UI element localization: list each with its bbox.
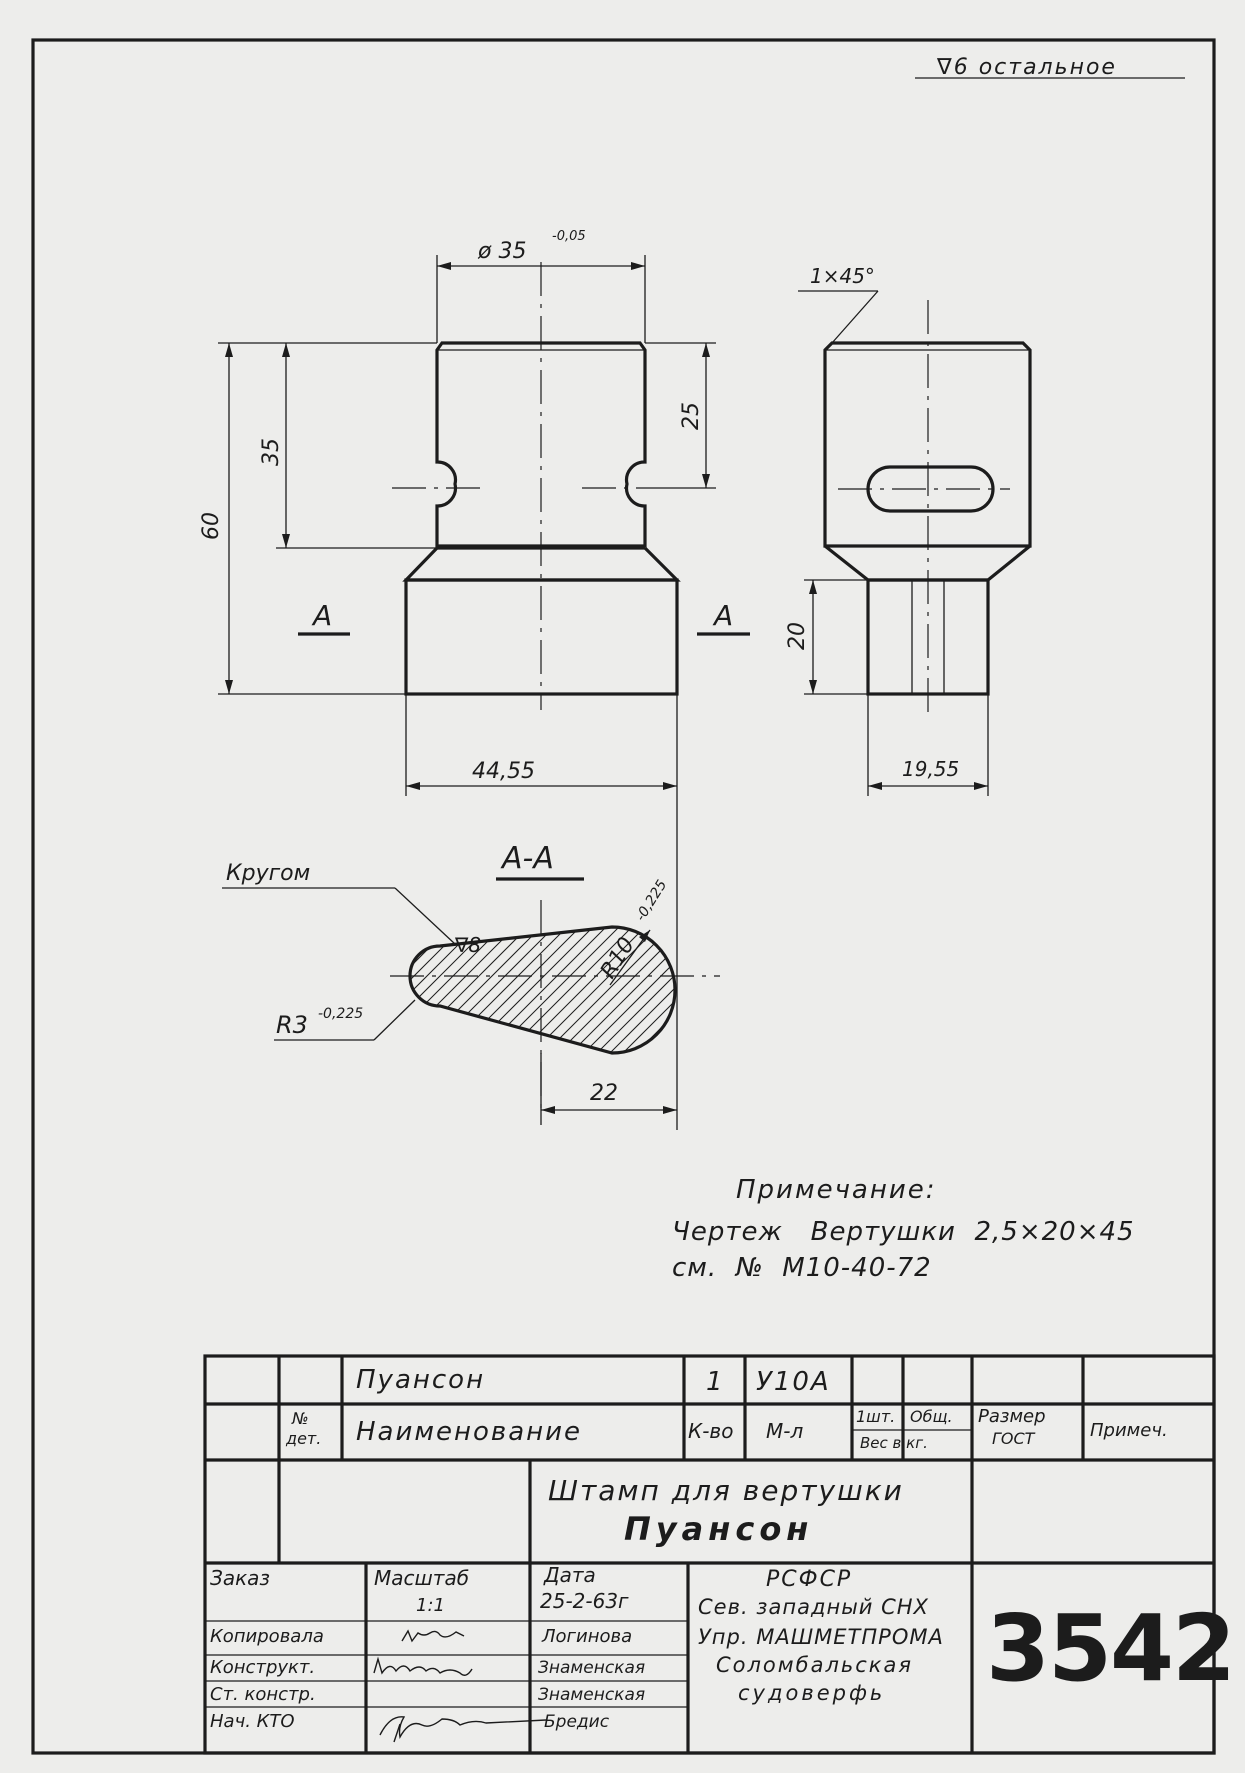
hatch-line: [317, 920, 457, 1060]
hatch-line: [759, 920, 899, 1060]
header-weight-1: 1шт.: [856, 1407, 896, 1426]
header-remark: Примеч.: [1090, 1420, 1168, 1441]
note-heading: Примечание:: [736, 1175, 937, 1205]
header-size-2: ГОСТ: [992, 1429, 1035, 1448]
hatch-line: [213, 920, 353, 1060]
dim-groove: 25: [679, 402, 704, 430]
role-senior: Ст. констр.: [210, 1684, 316, 1705]
header-num: №: [292, 1409, 309, 1428]
header-det: дет.: [286, 1429, 322, 1448]
front-view: [199, 229, 750, 1130]
role-designer: Конструкт.: [210, 1657, 316, 1678]
name-copy: Логинова: [542, 1626, 633, 1647]
org-line-2: Сев. западный СНХ: [698, 1595, 929, 1619]
hatch-line: [707, 920, 847, 1060]
hatch-line: [226, 920, 366, 1060]
header-name: Наименование: [356, 1417, 583, 1447]
role-head: Нач. КТО: [210, 1711, 295, 1732]
hatch-line: [590, 920, 730, 1060]
hatch-line: [239, 920, 379, 1060]
drawing-title-1: Штамп для вертушки: [548, 1474, 904, 1507]
scale-label: Масштаб: [374, 1566, 470, 1590]
hatch-line: [304, 920, 444, 1060]
hatch-line: [720, 920, 860, 1060]
section-hatching: [200, 920, 938, 1060]
role-copy: Копировала: [210, 1626, 324, 1647]
header-weight-2: Общ.: [910, 1407, 953, 1426]
dim-diameter: ø 35: [478, 239, 527, 264]
header-qty: К-во: [688, 1419, 734, 1443]
name-head: Бредис: [544, 1712, 610, 1732]
hatch-line: [278, 920, 418, 1060]
order-label: Заказ: [210, 1566, 271, 1590]
hatch-line: [785, 920, 925, 1060]
section-mark-left: А: [313, 599, 333, 632]
date-value: 25-2-63г: [540, 1589, 629, 1613]
scale-value: 1:1: [416, 1595, 445, 1616]
roughness-mark: ∇8: [455, 933, 482, 957]
hatch-line: [733, 920, 873, 1060]
drawing-number: 3542: [986, 1595, 1235, 1702]
name-senior: Знаменская: [538, 1685, 646, 1705]
signature-designer: [374, 1659, 472, 1675]
hatch-line: [330, 920, 470, 1060]
hatch-line: [291, 920, 431, 1060]
note: [672, 1175, 1135, 1283]
section-mark-right: А: [714, 599, 734, 632]
part-name: Пуансон: [356, 1365, 486, 1395]
hatch-line: [694, 920, 834, 1060]
dim-diameter-tol: -0,05: [552, 229, 586, 244]
drawing-title-2: Пуансон: [624, 1510, 814, 1548]
radius-large-tol: -0,225: [632, 877, 671, 925]
signature-copy: [402, 1631, 464, 1641]
header-weight-unit: Вес в кг.: [860, 1434, 928, 1452]
hatch-line: [772, 920, 912, 1060]
hatch-line: [577, 920, 717, 1060]
signature-head: [380, 1717, 546, 1742]
hatch-line: [564, 920, 704, 1060]
org-line-5: судоверфь: [738, 1681, 886, 1705]
section-view: [200, 841, 938, 1125]
date-label: Дата: [544, 1563, 596, 1587]
hatch-line: [681, 920, 821, 1060]
hatch-line: [616, 920, 756, 1060]
org-line-1: РСФСР: [766, 1567, 853, 1592]
hatch-line: [642, 920, 782, 1060]
chamfer-label: 1×45°: [810, 264, 875, 288]
org-line-4: Соломбальская: [716, 1653, 913, 1677]
hatch-line: [200, 920, 340, 1060]
org-line-3: Упр. МАШМЕТПРОМА: [698, 1625, 944, 1649]
radius-large: R10: [595, 933, 641, 984]
hatch-line: [798, 920, 938, 1060]
hatch-line: [252, 920, 392, 1060]
name-designer: Знаменская: [538, 1658, 646, 1678]
radius-small: R3: [276, 1011, 308, 1039]
around-label: Кругом: [226, 861, 311, 886]
hatch-line: [668, 920, 808, 1060]
note-line-2: см. № М10-40-72: [672, 1253, 932, 1283]
dim-offset: 22: [590, 1081, 618, 1106]
title-block: [205, 1356, 1234, 1753]
radius-small-tol: -0,225: [318, 1006, 364, 1022]
dim-total-height: 60: [199, 512, 224, 540]
section-title: А-А: [502, 841, 554, 876]
side-view: [785, 264, 1030, 796]
header-mat: М-л: [766, 1419, 804, 1443]
dim-width: 44,55: [472, 759, 535, 784]
header-size-1: Размер: [978, 1406, 1046, 1427]
part-qty: 1: [706, 1367, 723, 1397]
surface-note: ∇6 остальное: [937, 55, 1117, 80]
dim-shank-height: 20: [785, 622, 810, 650]
part-material: У10А: [756, 1367, 831, 1397]
note-line-1: Чертеж Вертушки 2,5×20×45: [672, 1217, 1135, 1247]
hatch-line: [746, 920, 886, 1060]
dim-shank-width: 19,55: [902, 757, 960, 781]
hatch-line: [265, 920, 405, 1060]
dim-upper-height: 35: [259, 438, 284, 466]
